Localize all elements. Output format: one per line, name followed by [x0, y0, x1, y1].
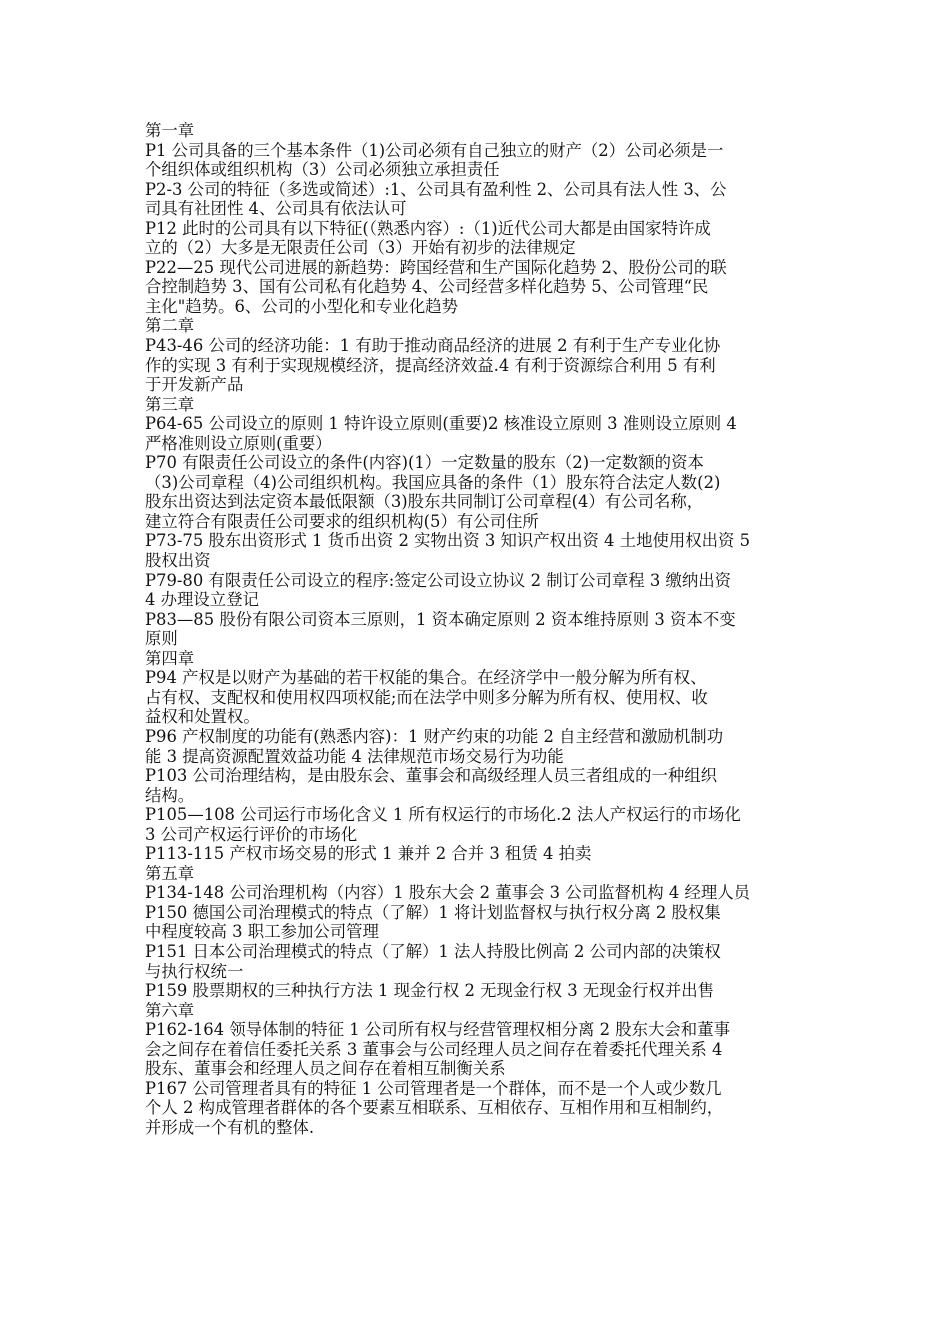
text-line: 个组织体或组织机构（3）公司必须独立承担责任 — [145, 160, 500, 180]
text-line: 第四章 — [145, 648, 195, 668]
text-line: P64-65 公司设立的原则 1 特许设立原则(重要)2 核准设立原则 3 准则设立原则 4 — [145, 414, 737, 434]
text-line: P1 公司具备的三个基本条件（1)公司必须有自己独立的财产（2）公司必须是一 — [145, 140, 724, 160]
text-line: （3)公司章程（4)公司组织机构。我国应具备的条件（1）股东符合法定人数(2) — [145, 472, 721, 492]
text-line: P151 日本公司治理模式的特点（了解）1 法人持股比例高 2 公司内部的决策权 — [145, 941, 721, 961]
text-line: P150 德国公司治理模式的特点（了解）1 将计划监督权与执行权分离 2 股权集 — [145, 902, 721, 922]
text-line: P79-80 有限责任公司设立的程序:签定公司设立协议 2 制订公司章程 3 缴纳出资 — [145, 570, 732, 590]
text-line: 能 3 提高资源配置效益功能 4 法律规范市场交易行为功能 — [145, 746, 564, 766]
text-line: 主化"趋势。6、公司的小型化和专业化趋势 — [145, 296, 458, 316]
text-line: 股东、董事会和经理人员之间存在着相互制衡关系 — [145, 1059, 506, 1079]
text-line: 占有权、支配权和使用权四项权能;而在法学中则多分解为所有权、使用权、收 — [145, 687, 708, 707]
text-line: P94 产权是以财产为基础的若干权能的集合。在经济学中一般分解为所有权、 — [145, 668, 707, 688]
text-line: P73-75 股东出资形式 1 货币出资 2 实物出资 3 知识产权出资 4 土地使用权出资 5 — [145, 531, 751, 551]
text-line: 益权和处置权。 — [145, 707, 260, 727]
text-line: 中程度较高 3 职工参加公司管理 — [145, 922, 379, 942]
text-line: P83—85 股份有限公司资本三原则，1 资本确定原则 2 资本维持原则 3 资本不变 — [145, 609, 736, 629]
text-line: 建立符合有限责任公司要求的组织机构(5）有公司住所 — [145, 511, 539, 531]
text-line: 结构。 — [145, 785, 195, 805]
text-line: 股东出资达到法定资本最低限额（3)股东共同制订公司章程(4）有公司名称， — [145, 492, 704, 512]
text-line: 个人 2 构成管理者群体的各个要素互相联系、互相依存、互相作用和互相制约， — [145, 1098, 724, 1118]
text-line: 会之间存在着信任委托关系 3 董事会与公司经理人员之间存在着委托代理关系 4 — [145, 1039, 723, 1059]
text-line: P70 有限责任公司设立的条件(内容)(1）一定数量的股东（2)一定数额的资本 — [145, 453, 704, 473]
text-line: 第五章 — [145, 863, 195, 883]
text-line: P22—25 现代公司进展的新趋势：跨国经营和生产国际化趋势 2、股份公司的联 — [145, 257, 727, 277]
text-line: 司具有社团性 4、公司具有依法认可 — [145, 199, 407, 219]
text-line: P134-148 公司治理机构（内容）1 股东大会 2 董事会 3 公司监督机构 4 经理人员 — [145, 883, 751, 903]
text-line: 并形成一个有机的整体. — [145, 1117, 315, 1137]
text-line: P167 公司管理者具有的特征 1 公司管理者是一个群体，而不是一个人或少数几 — [145, 1078, 722, 1098]
text-line: P103 公司治理结构，是由股东会、董事会和高级经理人员三者组成的一种组织 — [145, 766, 718, 786]
text-line: 第三章 — [145, 394, 195, 414]
text-line: 作的实现 3 有利于实现规模经济，提高经济效益.4 有利于资源综合利用 5 有利 — [145, 355, 716, 375]
text-line: 严格准则设立原则(重要） — [145, 433, 332, 453]
text-line: 第六章 — [145, 1000, 195, 1020]
text-line: 第一章 — [145, 121, 195, 140]
text-line: 3 公司产权运行评价的市场化 — [145, 824, 358, 844]
text-line: 股权出资 — [145, 551, 211, 571]
text-line: 合控制趋势 3、国有公司私有化趋势 4、公司经营多样化趋势 5、公司管理“民 — [145, 277, 709, 297]
document-body — [145, 121, 815, 1137]
text-line: P43-46 公司的经济功能：1 有助于推动商品经济的进展 2 有利于生产专业化协 — [145, 336, 721, 356]
text-line: 与执行权统一 — [145, 961, 244, 981]
text-line: 立的（2）大多是无限责任公司（3）开始有初步的法律规定 — [145, 238, 576, 258]
text-line: P113-115 产权市场交易的形式 1 兼并 2 合并 3 租赁 4 拍卖 — [145, 844, 592, 864]
text-line: P159 股票期权的三种执行方法 1 现金行权 2 无现金行权 3 无现金行权并出售 — [145, 981, 715, 1001]
text-line: 原则 — [145, 629, 178, 649]
text-line: P2-3 公司的特征（多选或简述）:1、公司具有盈利性 2、公司具有法人性 3、公 — [145, 179, 727, 199]
text-line: P162-164 领导体制的特征 1 公司所有权与经营管理权相分离 2 股东大会和董事 — [145, 1020, 730, 1040]
text-line: P96 产权制度的功能有(熟悉内容)：1 财产约束的功能 2 自主经营和激励机制功 — [145, 726, 724, 746]
text-line: 于开发新产品 — [145, 375, 244, 395]
text-line: P105—108 公司运行市场化含义 1 所有权运行的市场化.2 法人产权运行的市场化 — [145, 805, 741, 825]
text-line: 第二章 — [145, 316, 195, 336]
text-line: 4 办理设立登记 — [145, 590, 259, 610]
text-line: P12 此时的公司具有以下特征(（熟悉内容）:（1)近代公司大都是由国家特许成 — [145, 218, 711, 238]
